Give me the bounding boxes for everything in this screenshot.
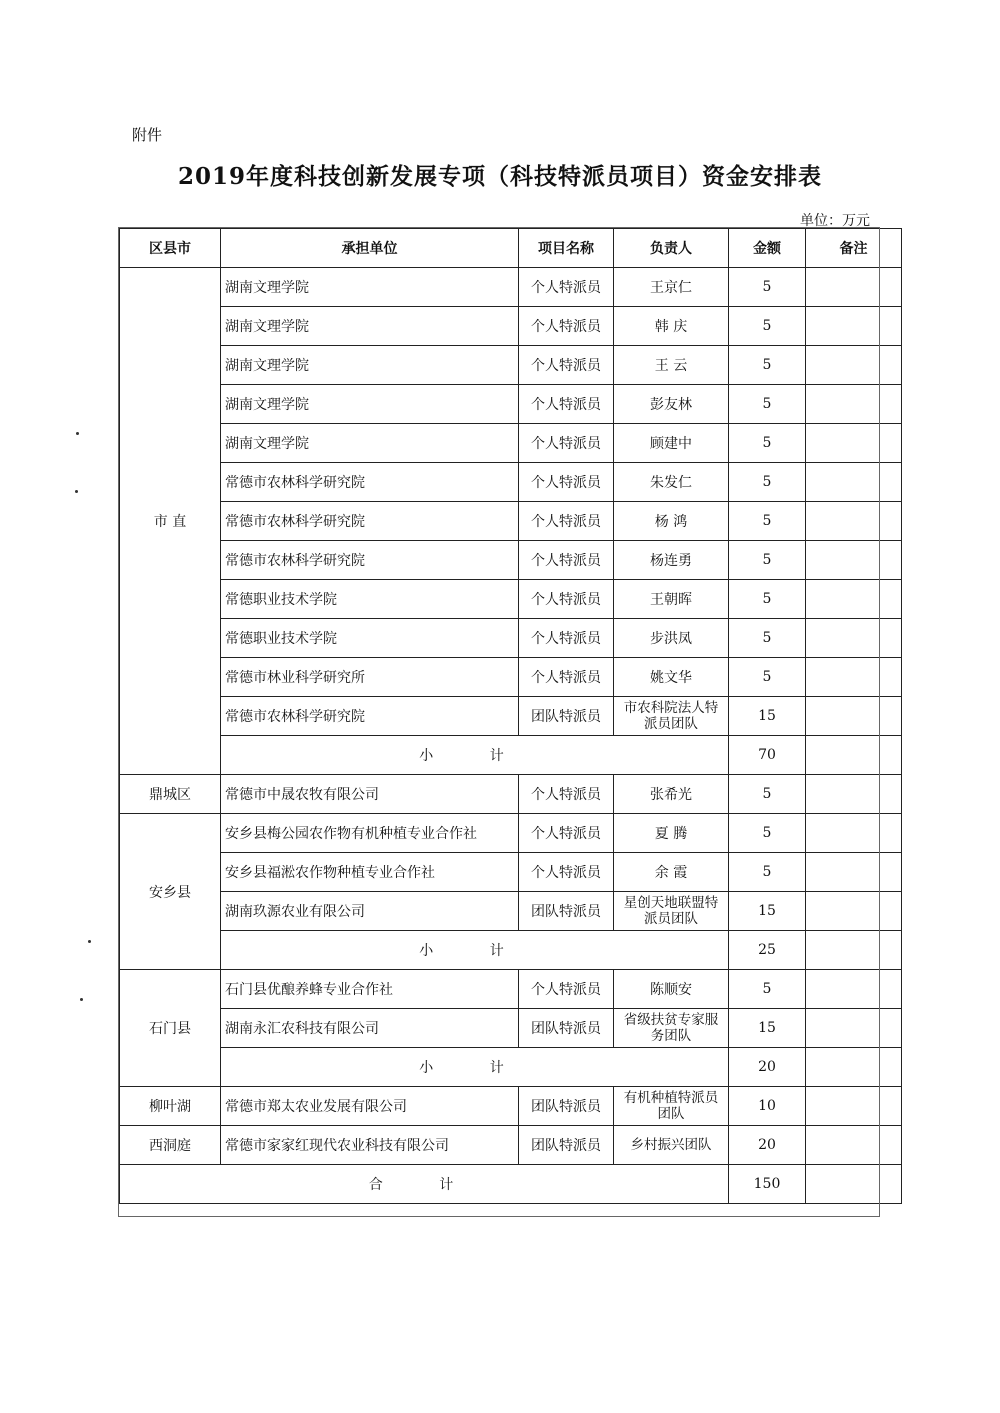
- table-row: [120, 424, 902, 463]
- project-cell: 个人特派员: [519, 580, 614, 619]
- table-row: [120, 307, 902, 346]
- person-cell: 王京仁: [614, 268, 729, 307]
- unit-cell: 湖南文理学院: [221, 268, 519, 307]
- subtotal-amount: 70: [729, 736, 806, 775]
- total-amount: 150: [729, 1165, 806, 1204]
- amount-cell: 15: [729, 892, 806, 931]
- project-cell: 个人特派员: [519, 463, 614, 502]
- person-cell: 陈顺安: [614, 970, 729, 1009]
- note-cell: [806, 619, 902, 658]
- table-header-row: [120, 229, 902, 268]
- scan-speck: [80, 998, 83, 1001]
- unit-cell: 湖南玖源农业有限公司: [221, 892, 519, 931]
- project-cell: 个人特派员: [519, 385, 614, 424]
- person-cell: 步洪凤: [614, 619, 729, 658]
- amount-cell: 5: [729, 268, 806, 307]
- amount-cell: 5: [729, 580, 806, 619]
- amount-cell: 5: [729, 853, 806, 892]
- table-row: [120, 970, 902, 1009]
- subtotal-label: 小 计: [221, 736, 729, 775]
- amount-cell: 5: [729, 424, 806, 463]
- unit-cell: 常德市郑太农业发展有限公司: [221, 1087, 519, 1126]
- project-cell: 团队特派员: [519, 697, 614, 736]
- amount-cell: 15: [729, 697, 806, 736]
- table-row: [120, 814, 902, 853]
- table-row: [120, 541, 902, 580]
- amount-cell: 5: [729, 619, 806, 658]
- amount-cell: 5: [729, 814, 806, 853]
- project-cell: 团队特派员: [519, 1009, 614, 1048]
- person-cell: 王朝晖: [614, 580, 729, 619]
- note-cell: [806, 775, 902, 814]
- district-cell: 石门县: [120, 970, 221, 1087]
- note-cell: [806, 697, 902, 736]
- person-cell: 王 云: [614, 346, 729, 385]
- scan-speck: [88, 940, 91, 943]
- unit-cell: 常德职业技术学院: [221, 619, 519, 658]
- note-cell: [806, 307, 902, 346]
- person-cell: 张希光: [614, 775, 729, 814]
- table-row: [120, 268, 902, 307]
- column-header-unit: 承担单位: [221, 229, 519, 268]
- unit-cell: 常德职业技术学院: [221, 580, 519, 619]
- note-cell: [806, 463, 902, 502]
- column-header-district: 区县市: [120, 229, 221, 268]
- district-cell: 柳叶湖: [120, 1087, 221, 1126]
- person-cell: 乡村振兴团队: [614, 1126, 729, 1165]
- amount-cell: 5: [729, 541, 806, 580]
- note-cell: [806, 970, 902, 1009]
- amount-cell: 5: [729, 307, 806, 346]
- project-cell: 个人特派员: [519, 853, 614, 892]
- person-cell: 有机种植特派员团队: [614, 1087, 729, 1126]
- table-row: [120, 775, 902, 814]
- subtotal-row: [120, 931, 902, 970]
- table-row: [120, 463, 902, 502]
- note-cell: [806, 541, 902, 580]
- person-cell: 省级扶贫专家服务团队: [614, 1009, 729, 1048]
- project-cell: 个人特派员: [519, 970, 614, 1009]
- total-row: [120, 1165, 902, 1204]
- note-cell: [806, 1126, 902, 1165]
- page-title: 2019年度科技创新发展专项（科技特派员项目）资金安排表: [177, 163, 822, 190]
- project-cell: 个人特派员: [519, 541, 614, 580]
- amount-cell: 20: [729, 1126, 806, 1165]
- unit-cell: 常德市农林科学研究院: [221, 541, 519, 580]
- project-cell: 团队特派员: [519, 1126, 614, 1165]
- district-cell: 市 直: [120, 268, 221, 775]
- subtotal-row: [120, 1048, 902, 1087]
- table-row: [120, 580, 902, 619]
- total-label: 合 计: [120, 1165, 729, 1204]
- note-cell: [806, 892, 902, 931]
- table-row: [120, 853, 902, 892]
- person-cell: 星创天地联盟特派员团队: [614, 892, 729, 931]
- project-cell: 团队特派员: [519, 1087, 614, 1126]
- project-cell: 个人特派员: [519, 424, 614, 463]
- unit-cell: 石门县优酿养蜂专业合作社: [221, 970, 519, 1009]
- unit-cell: 安乡县福淞农作物种植专业合作社: [221, 853, 519, 892]
- note-cell: [806, 931, 902, 970]
- unit-cell: 常德市农林科学研究院: [221, 697, 519, 736]
- amount-cell: 15: [729, 1009, 806, 1048]
- person-cell: 韩 庆: [614, 307, 729, 346]
- unit-cell: 湖南永汇农科技有限公司: [221, 1009, 519, 1048]
- person-cell: 朱发仁: [614, 463, 729, 502]
- table-row: [120, 619, 902, 658]
- person-cell: 余 霞: [614, 853, 729, 892]
- subtotal-label: 小 计: [221, 1048, 729, 1087]
- scan-speck: [75, 490, 78, 493]
- note-cell: [806, 1009, 902, 1048]
- amount-cell: 5: [729, 346, 806, 385]
- note-cell: [806, 853, 902, 892]
- unit-cell: 湖南文理学院: [221, 307, 519, 346]
- column-header-note: 备注: [806, 229, 902, 268]
- column-header-project: 项目名称: [519, 229, 614, 268]
- subtotal-amount: 20: [729, 1048, 806, 1087]
- note-cell: [806, 1087, 902, 1126]
- attachment-label: 附件: [132, 126, 163, 144]
- subtotal-amount: 25: [729, 931, 806, 970]
- scan-speck: [76, 432, 79, 435]
- note-cell: [806, 1165, 902, 1204]
- project-cell: 个人特派员: [519, 775, 614, 814]
- unit-label: 单位：万元: [800, 213, 870, 229]
- unit-cell: 常德市林业科学研究所: [221, 658, 519, 697]
- person-cell: 市农科院法人特派员团队: [614, 697, 729, 736]
- table-row: [120, 697, 902, 736]
- column-header-person: 负责人: [614, 229, 729, 268]
- funding-table: [119, 228, 902, 1204]
- note-cell: [806, 814, 902, 853]
- project-cell: 个人特派员: [519, 307, 614, 346]
- project-cell: 个人特派员: [519, 658, 614, 697]
- table-row: [120, 658, 902, 697]
- note-cell: [806, 424, 902, 463]
- table-body: [120, 268, 902, 1204]
- amount-cell: 5: [729, 775, 806, 814]
- unit-cell: 常德市农林科学研究院: [221, 502, 519, 541]
- unit-cell: 常德市中晟农牧有限公司: [221, 775, 519, 814]
- district-cell: 安乡县: [120, 814, 221, 970]
- subtotal-row: [120, 736, 902, 775]
- amount-cell: 5: [729, 970, 806, 1009]
- project-cell: 团队特派员: [519, 892, 614, 931]
- unit-cell: 常德市家家红现代农业科技有限公司: [221, 1126, 519, 1165]
- unit-cell: 湖南文理学院: [221, 346, 519, 385]
- table-row: [120, 385, 902, 424]
- project-cell: 个人特派员: [519, 619, 614, 658]
- person-cell: 姚文华: [614, 658, 729, 697]
- unit-cell: 湖南文理学院: [221, 385, 519, 424]
- note-cell: [806, 346, 902, 385]
- note-cell: [806, 385, 902, 424]
- unit-cell: 常德市农林科学研究院: [221, 463, 519, 502]
- person-cell: 杨 鸿: [614, 502, 729, 541]
- table-row: [120, 346, 902, 385]
- note-cell: [806, 658, 902, 697]
- note-cell: [806, 580, 902, 619]
- amount-cell: 10: [729, 1087, 806, 1126]
- project-cell: 个人特派员: [519, 814, 614, 853]
- person-cell: 杨连勇: [614, 541, 729, 580]
- subtotal-label: 小 计: [221, 931, 729, 970]
- table-row: [120, 892, 902, 931]
- table-row: [120, 502, 902, 541]
- table-row: [120, 1087, 902, 1126]
- column-header-amount: 金额: [729, 229, 806, 268]
- person-cell: 夏 腾: [614, 814, 729, 853]
- amount-cell: 5: [729, 385, 806, 424]
- note-cell: [806, 1048, 902, 1087]
- district-cell: 西洞庭: [120, 1126, 221, 1165]
- district-cell: 鼎城区: [120, 775, 221, 814]
- person-cell: 彭友林: [614, 385, 729, 424]
- unit-cell: 安乡县梅公园农作物有机种植专业合作社: [221, 814, 519, 853]
- project-cell: 个人特派员: [519, 346, 614, 385]
- project-cell: 个人特派员: [519, 268, 614, 307]
- amount-cell: 5: [729, 463, 806, 502]
- note-cell: [806, 736, 902, 775]
- unit-cell: 湖南文理学院: [221, 424, 519, 463]
- table-row: [120, 1009, 902, 1048]
- amount-cell: 5: [729, 502, 806, 541]
- project-cell: 个人特派员: [519, 502, 614, 541]
- amount-cell: 5: [729, 658, 806, 697]
- person-cell: 顾建中: [614, 424, 729, 463]
- note-cell: [806, 268, 902, 307]
- note-cell: [806, 502, 902, 541]
- table-row: [120, 1126, 902, 1165]
